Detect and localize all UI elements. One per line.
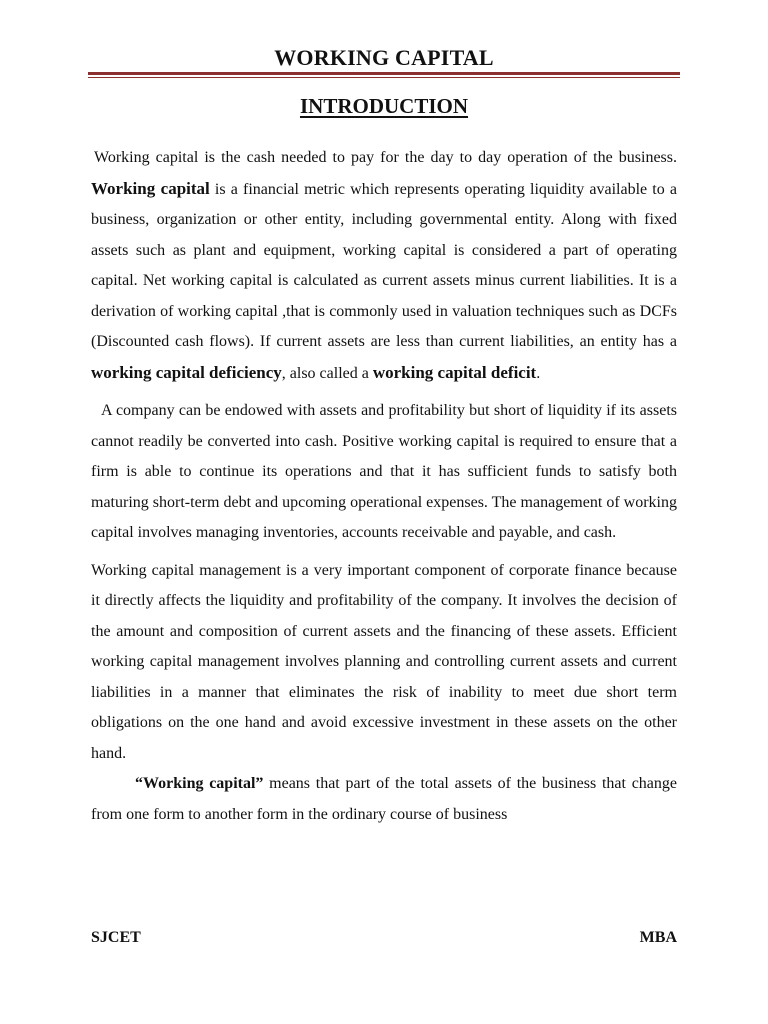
page-header-title: WORKING CAPITAL [274,45,494,70]
p1-text-g: . [536,364,541,382]
p4-bold-quote: “Working capital” [135,775,264,792]
p4-text-b: means that part of the total assets of the business that change from one form to another form in the ordinary course of business [91,775,678,823]
paragraph-4 [91,769,677,830]
p1-text-e: , also called a [281,364,373,382]
footer-left-label: SJCET [91,929,141,946]
p1-bold-deficit: working capital deficit [372,362,537,382]
paragraph-3: Working capital management is a very important component of corporate finance because it directly affects the liquidity and profitability of the company. It involves the decision of the amount and composition of current assets and the financing of these assets. Efficient working capital management involves planning and controlling current assets and current liabilities in a manner that eliminates the risk of inability to meet due short term obligations on the one hand and avoid excessive investment in these assets on the other hand. [91,561,677,762]
paragraph-1 [91,143,677,389]
p1-text-a: Working capital is the cash needed to pay for the day to day operation of the business. [94,149,677,166]
header-rule-thin [88,77,680,78]
footer-right-label: MBA [639,929,677,946]
p1-text-c: is a financial metric which represents operating liquidity available to a business, organization or other entity, including governmental entity. Along with fixed assets such as plant and equipment, working capital is considered a part of operating capital. Net working capital is calculated as current assets minus current liabilities. It is a derivation of working capital ,that is commonly used in valuation techniques such as DCFs (Discounted cash flows). If current assets are less than current liabilities, an entity has a [91,180,677,350]
section-heading [0,94,768,119]
body-text [91,143,677,830]
p1-bold-working-capital: Working capital [91,178,210,198]
p1-bold-deficiency: working capital deficiency [91,362,282,382]
header-rule-thick [88,72,680,75]
paragraph-2: A company can be endowed with assets and profitability but short of liquidity if its assets cannot readily be converted into cash. Positive working capital is required to ensure that a firm is able to continue its operations and that it has sufficient funds to satisfy both maturing short-term debt and upcoming operational expenses. The management of working capital involves managing inventories, accounts receivable and payable, and cash. [91,402,677,541]
section-heading-text: INTRODUCTION [299,94,469,118]
